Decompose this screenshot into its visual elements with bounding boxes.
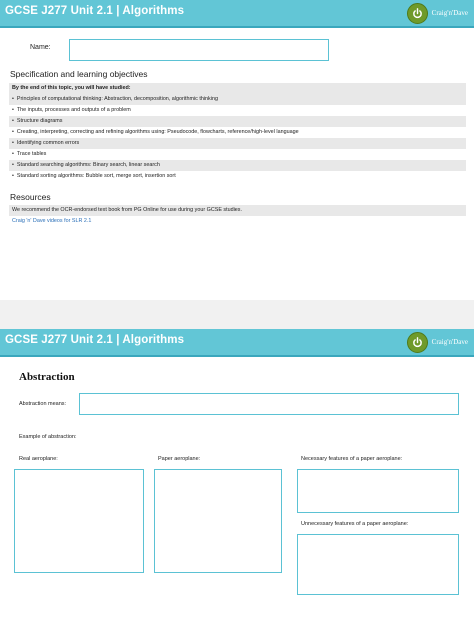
objective-text: Creating, interpreting, correcting and refining algorithms using: Pseudocode, flowcharts, reference/high-level language bbox=[16, 129, 299, 135]
resources-text: We recommend the OCR-endorsed text book from PG Online for use during your GCSE studies. bbox=[9, 205, 466, 216]
necessary-features-label: Necessary features of a paper aeroplane: bbox=[301, 456, 403, 462]
objective-item: • Structure diagrams bbox=[9, 116, 466, 127]
objective-text: Standard searching algorithms: Binary search, linear search bbox=[16, 162, 160, 168]
name-label: Name: bbox=[30, 44, 51, 51]
objective-item: • Standard sorting algorithms: Bubble sort, merge sort, insertion sort bbox=[12, 173, 176, 179]
header-title: GCSE J277 Unit 2.1 | Algorithms bbox=[5, 5, 185, 17]
objective-item: • Identifying common errors bbox=[9, 138, 466, 149]
spec-title: Specification and learning objectives bbox=[10, 69, 148, 79]
abstraction-means-field[interactable] bbox=[79, 393, 459, 415]
objective-item: • Trace tables bbox=[12, 151, 47, 157]
logo-text: Craig'n'Dave bbox=[431, 9, 468, 17]
objective-text: The inputs, processes and outputs of a problem bbox=[16, 107, 131, 113]
page-1 bbox=[0, 0, 474, 300]
objective-text: Standard sorting algorithms: Bubble sort, merge sort, insertion sort bbox=[16, 173, 176, 179]
paper-aeroplane-box[interactable] bbox=[154, 469, 282, 573]
page-header bbox=[0, 0, 474, 28]
objective-text: Trace tables bbox=[16, 151, 47, 157]
unnecessary-features-box[interactable] bbox=[297, 534, 459, 595]
objective-item: • Standard searching algorithms: Binary search, linear search bbox=[9, 160, 466, 171]
abstraction-means-label: Abstraction means: bbox=[19, 401, 67, 407]
objective-text: Identifying common errors bbox=[16, 140, 80, 146]
page-header bbox=[0, 329, 474, 357]
objective-item: • The inputs, processes and outputs of a problem bbox=[12, 107, 131, 113]
objective-text: Principles of computational thinking: Abstraction, decomposition, algorithmic thinking bbox=[16, 96, 218, 102]
logo bbox=[407, 3, 468, 23]
resources-table bbox=[9, 205, 466, 227]
logo-text: Craig'n'Dave bbox=[431, 338, 468, 346]
page-2 bbox=[0, 329, 474, 632]
objective-text: Structure diagrams bbox=[16, 118, 63, 124]
logo bbox=[407, 332, 468, 352]
paper-aeroplane-label: Paper aeroplane: bbox=[158, 456, 201, 462]
name-field[interactable] bbox=[69, 39, 329, 61]
objectives-table bbox=[9, 83, 466, 182]
objectives-header: By the end of this topic, you will have studied: bbox=[9, 83, 466, 94]
objective-item: • Principles of computational thinking: Abstraction, decomposition, algorithmic thinking bbox=[9, 94, 466, 105]
resources-title: Resources bbox=[10, 192, 51, 202]
necessary-features-box[interactable] bbox=[297, 469, 459, 513]
header-title: GCSE J277 Unit 2.1 | Algorithms bbox=[5, 334, 185, 346]
unnecessary-features-label: Unnecessary features of a paper aeroplane: bbox=[301, 521, 409, 527]
power-icon bbox=[407, 3, 428, 24]
objective-item: • Creating, interpreting, correcting and refining algorithms using: Pseudocode, flowcharts, reference/high-level language bbox=[12, 129, 299, 135]
section-heading: Abstraction bbox=[19, 371, 75, 383]
power-icon bbox=[407, 332, 428, 353]
example-label: Example of abstraction: bbox=[19, 434, 77, 440]
real-aeroplane-box[interactable] bbox=[14, 469, 144, 573]
real-aeroplane-label: Real aeroplane: bbox=[19, 456, 58, 462]
resources-link[interactable]: Craig 'n' Dave videos for SLR 2.1 bbox=[12, 218, 92, 224]
